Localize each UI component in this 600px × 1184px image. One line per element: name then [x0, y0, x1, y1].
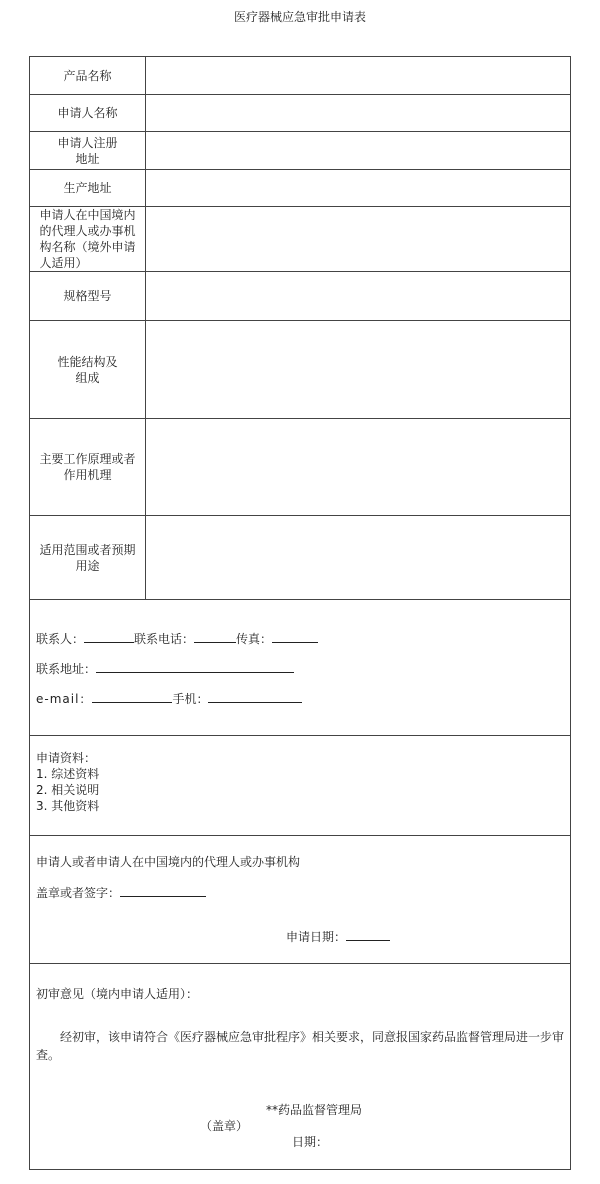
contact-person-field[interactable]	[84, 630, 134, 643]
label-applicant-name: 申请人名称	[30, 95, 146, 131]
row-structure	[30, 321, 570, 419]
review-body: 经初审，该申请符合《医疗器械应急审批程序》相关要求，同意报国家药品监督管理局进一步审查。	[36, 1030, 565, 1062]
row-principle	[30, 419, 570, 516]
materials-item: 1. 综述资料	[36, 767, 100, 781]
contact-phone-label: 联系电话：	[134, 632, 195, 646]
seal-label: 盖章或者签字：	[36, 886, 121, 900]
contact-line-2	[36, 660, 564, 677]
field-structure[interactable]	[146, 321, 570, 418]
contact-phone-field[interactable]	[194, 630, 236, 643]
seal-field[interactable]	[120, 884, 206, 897]
contact-mobile-label: 手机：	[172, 692, 209, 706]
label-product-name: 产品名称	[30, 57, 146, 94]
contact-address-label: 联系地址：	[36, 662, 97, 676]
row-agent-name	[30, 207, 570, 272]
field-intended-use[interactable]	[146, 516, 570, 599]
row-model-spec	[30, 272, 570, 321]
materials-heading: 申请资料：	[36, 751, 97, 765]
field-registered-address[interactable]	[146, 132, 570, 169]
application-form	[29, 56, 571, 1170]
review-heading: 初审意见（境内申请人适用）：	[36, 987, 199, 1001]
section-applicant	[30, 836, 570, 964]
row-applicant-name	[30, 95, 570, 132]
contact-fax-field[interactable]	[272, 630, 318, 643]
review-bureau: **药品监督管理局	[266, 1103, 363, 1117]
contact-line-1	[36, 630, 564, 647]
section-contact	[30, 600, 570, 736]
label-model-spec: 规格型号	[30, 272, 146, 320]
review-seal: （盖章）	[200, 1119, 249, 1133]
field-production-address[interactable]	[146, 170, 570, 206]
applicant-heading: 申请人或者申请人在中国境内的代理人或办事机构	[36, 855, 301, 869]
label-registered-address: 申请人注册 地址	[30, 132, 146, 169]
section-review	[30, 964, 570, 1169]
row-production-address	[30, 170, 570, 207]
materials-item: 3. 其他资料	[36, 799, 100, 813]
label-principle: 主要工作原理或者 作用机理	[30, 419, 146, 515]
row-product-name	[30, 57, 570, 95]
label-production-address: 生产地址	[30, 170, 146, 206]
field-principle[interactable]	[146, 419, 570, 515]
label-agent-name: 申请人在中国境内 的代理人或办事机 构名称（境外申请 人适用）	[30, 207, 146, 271]
field-model-spec[interactable]	[146, 272, 570, 320]
contact-email-label: e-mail：	[36, 692, 93, 706]
contact-address-field[interactable]	[96, 660, 294, 673]
label-intended-use: 适用范围或者预期 用途	[30, 516, 146, 599]
row-intended-use	[30, 516, 570, 600]
seal-line	[36, 884, 564, 901]
apply-date-field[interactable]	[346, 928, 390, 941]
row-registered-address	[30, 132, 570, 170]
contact-fax-label: 传真：	[236, 632, 273, 646]
field-agent-name[interactable]	[146, 207, 570, 271]
materials-item: 2. 相关说明	[36, 783, 100, 797]
contact-person-label: 联系人：	[36, 632, 85, 646]
apply-date-line	[286, 928, 564, 945]
contact-line-3	[36, 690, 564, 707]
contact-email-field[interactable]	[92, 690, 172, 703]
apply-date-label: 申请日期：	[286, 930, 347, 944]
section-materials	[30, 736, 570, 836]
contact-mobile-field[interactable]	[208, 690, 302, 703]
review-date: 日期：	[292, 1135, 329, 1149]
label-structure: 性能结构及 组成	[30, 321, 146, 418]
field-product-name[interactable]	[146, 57, 570, 94]
form-title: 医疗器械应急审批申请表	[233, 10, 366, 24]
field-applicant-name[interactable]	[146, 95, 570, 131]
